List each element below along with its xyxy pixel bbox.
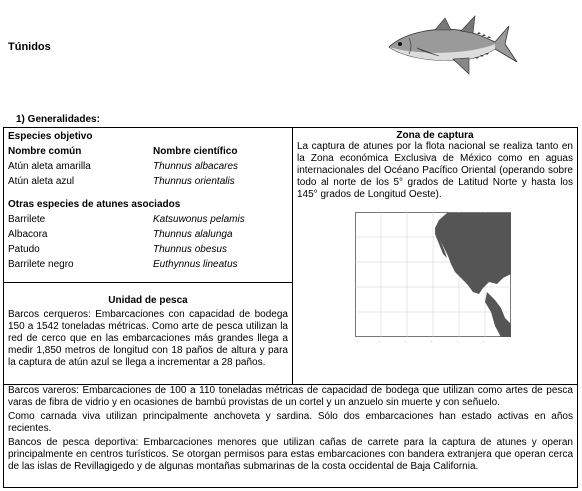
tuna-illustration bbox=[383, 14, 521, 76]
capture-zone-text: La captura de atunes por la flota nacional se realiza tanto en la Zona económica Exclusiva de México como en aguas internacionales del Océano Pacífico Oriental (operando sobre todo al norte de los 5° grados de Latitud Norte y hasta los 145° grados de Longitud Oeste). bbox=[297, 141, 573, 200]
svg-text:-: - bbox=[431, 338, 433, 342]
svg-text:-: - bbox=[357, 338, 359, 342]
svg-text:-: - bbox=[483, 338, 485, 342]
species-title: Especies objetivo bbox=[8, 131, 93, 142]
live-bait-text: Como carnada viva utilizan principalmente anchoveta y sardina. Sólo dos embarcaciones han estado activas en años recientes. bbox=[8, 411, 573, 434]
seiners-text: Barcos cerqueros: Embarcaciones con capacidad de bodega 150 a 1542 toneladas métricas. Como arte de pesca utilizan la red de cerco que en las embarcaciones más grandes llega a medir 1,850 metros de longitud con 18 paños de altura y para la captura de atún azul se llega a incrementar a 28 paños. bbox=[8, 309, 288, 368]
svg-text:-: - bbox=[457, 338, 459, 342]
species-row: Atún aleta amarilla Thunnus albacares bbox=[8, 161, 239, 172]
col-scientific-name: Nombre científico bbox=[153, 146, 238, 157]
svg-text:-: - bbox=[405, 338, 407, 342]
fishing-unit-title: Unidad de pesca bbox=[108, 295, 188, 306]
sport-fishing-text: Bancos de pesca deportiva: Embarcaciones menores que utilizan cañas de carrete para la captura de atunes y operan principalmente en centros turísticos. Se otorgan permisos para estas embarcaciones con bandera extranjera que operan cerca de las islas de Revillagigedo y de algunas montañas submarinas de la costa occidental de Baja California. bbox=[8, 437, 573, 472]
page-title: Túnidos bbox=[8, 41, 51, 53]
species-row: Atún aleta azul Thunnus orientalis bbox=[8, 176, 235, 187]
capture-zone-panel bbox=[292, 127, 578, 385]
pole-boats-text: Barcos vareros: Embarcaciones de 100 a 110 toneladas métricas de capacidad de bodega que utilizan como artes de pesca varas de fibra de vidrio y en ocasiones de bambú provistas de un cortel y un anzuelo sin muerte y con señuelo. bbox=[8, 385, 573, 408]
other-species-title: Otras especies de atunes asociados bbox=[8, 199, 181, 210]
fishing-methods-panel bbox=[3, 384, 578, 488]
fishing-unit-panel bbox=[3, 282, 293, 385]
species-row: Barrilete Katsuwonus pelamis bbox=[8, 214, 245, 225]
species-row: Albacora Thunnus alalunga bbox=[8, 229, 233, 240]
capture-zone-map bbox=[355, 212, 511, 342]
col-common-name: Nombre común bbox=[8, 146, 82, 157]
species-panel bbox=[3, 127, 293, 283]
species-row: Barrilete negro Euthynnus lineatus bbox=[8, 259, 238, 270]
svg-text:-: - bbox=[379, 338, 381, 342]
capture-zone-title: Zona de captura bbox=[396, 130, 474, 141]
species-row: Patudo Thunnus obesus bbox=[8, 244, 227, 255]
species-header-row bbox=[8, 144, 292, 159]
section-generalidades: 1) Generalidades: bbox=[16, 114, 100, 125]
